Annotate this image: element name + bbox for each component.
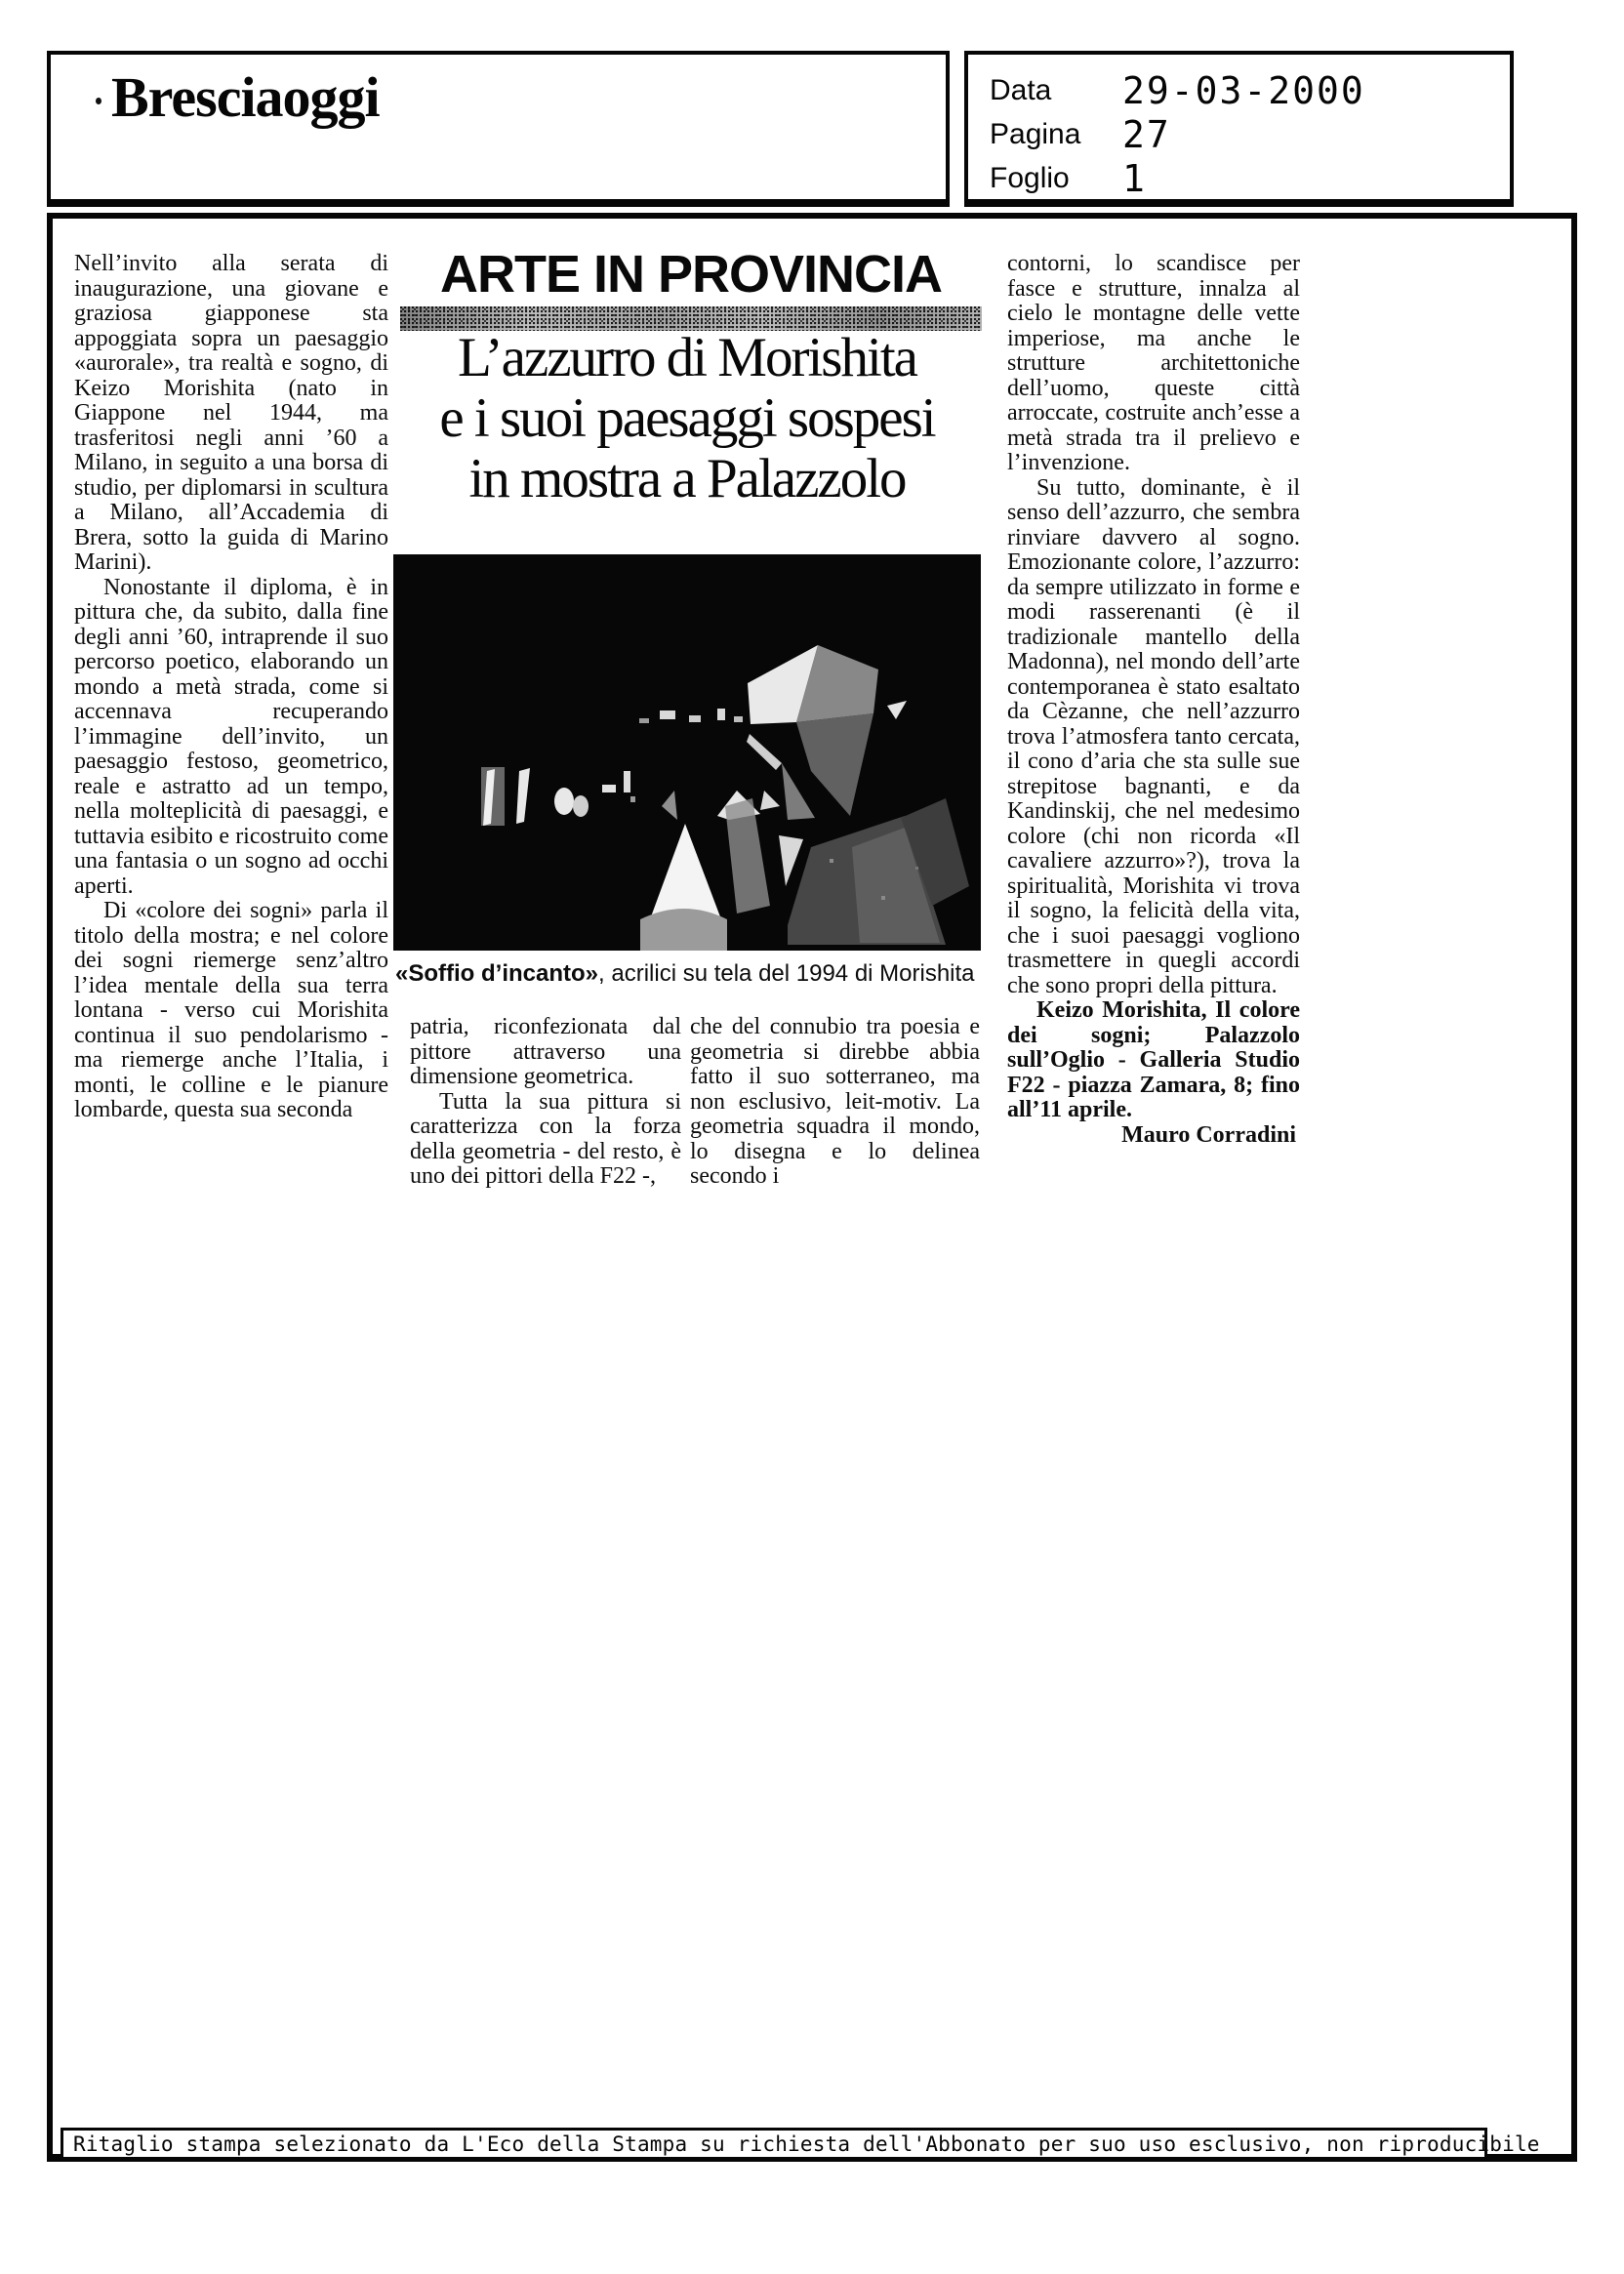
article-left-column [74, 252, 388, 1123]
newspaper-logo: Bresciaoggi [111, 65, 380, 129]
caption-title: «Soffio d’incanto» [395, 960, 599, 987]
artwork-image [393, 554, 981, 951]
article-subcolumn-left [410, 1015, 681, 1190]
article-subcolumn-right [690, 1015, 980, 1190]
paragraph: Nell’invito alla serata di inaugurazione, una giovane e graziosa giapponese sta appoggiata sopra un paesaggio «aurorale», tra realtà e sogno, di Keizo Morishita (nato in Giappone nel 1944, ma trasferitosi negli anni ’60 a Milano, in seguito a una borsa di studio, per diplomarsi in scultura a Milano, all’Accademia di Brera, sotto la guida di Marino Marini). [74, 251, 388, 575]
exhibition-credits: Keizo Morishita, Il colore dei sogni; Palazzolo sull’Oglio - Galleria Studio F22 - piazza Zamara, 8; fino all’11 aprile. [1007, 997, 1300, 1122]
headline-line: e i suoi paesaggi sospesi [439, 387, 935, 449]
paragraph: contorni, lo scandisce per fasce e strutture, innalza al cielo le montagne delle vette imperiose, ma anche le strutture architettoniche dell’uomo, queste città arroccate, costruite anch’esse a metà strada tra il prelievo e l’invenzione. [1007, 251, 1300, 475]
paragraph: Di «colore dei sogni» parla il titolo della mostra; e nel colore dei sogni riemerge senz’altro l’idea mentale della sua terra lontana - verso cui Morishita continua il suo pendolarismo - ma riemerge anche l’Italia, i monti, le colline e le pianure lombarde, questa sua seconda [74, 898, 388, 1122]
paragraph: Tutta la sua pittura si caratterizza con la forza della geometria - del resto, è uno dei pittori della F22 -, [410, 1088, 681, 1189]
meta-row-foglio [990, 156, 1510, 200]
paragraph: che del connubio tra poesia e geometria si direbbe abbia fatto il suo sotterraneo, ma non esclusivo, leit-motiv. La geometria squadra il mondo, lo disegna e lo delinea secondo i [690, 1014, 980, 1189]
meta-value: 29-03-2000 [1122, 68, 1365, 112]
headline-line: in mostra a Palazzolo [468, 448, 906, 509]
headline-line: L’azzurro di Morishita [458, 327, 916, 388]
paragraph: Su tutto, dominante, è il senso dell’azzurro, che sembra rinviare davvero al sogno. Emozionante colore, l’azzurro: da sempre utilizzato in forme e modi rasserenanti (è il tradizionale mantello della Madonna), nel mondo dell’arte contemporanea è stato esaltato da Cèzanne, che nell’azzurro trova l’atmosfera tanto cercata, il cono d’aria che sta sulle sue strepitose bagnanti, e da Kandinskij, che nel medesimo colore (chi non ricorda «Il cavaliere azzurro»?), trova la spiritualità, Morishita vi trova il sogno, la felicità della vita, che i suoi paesaggi vogliono trasmettere in quegli accordi che sono propri della pittura. [1007, 474, 1300, 998]
section-kicker: ARTE IN PROVINCIA [439, 245, 943, 304]
meta-value: 1 [1122, 156, 1147, 200]
meta-value: 27 [1122, 112, 1171, 156]
caption-text: , acrilici su tela del 1994 di Morishita [598, 960, 975, 987]
masthead-box [47, 51, 950, 207]
meta-label: Data [990, 73, 1052, 106]
meta-label: Foglio [990, 161, 1070, 194]
artwork-photo [393, 554, 981, 951]
paragraph: patria, riconfezionata dal pittore attraverso una dimensione geometrica. [410, 1014, 681, 1089]
meta-label: Pagina [990, 117, 1081, 150]
meta-row-pagina [990, 112, 1510, 156]
print-artifact-dot [96, 98, 102, 104]
article-headline [394, 328, 980, 509]
photo-caption [395, 960, 981, 988]
paragraph: Nonostante il diploma, è in pittura che, da subito, dalla fine degli anni ’60, intraprende il suo percorso poetico, elaborando un mondo a metà strada, come si accennava recuperando l’immagine dell’invito, un paesaggio festoso, geometrico, reale e astratto ad un tempo, nella molteplicità di paesaggi, e tuttavia esibito e ricostruito come una fantasia o un sogno ad occhi aperti. [74, 574, 388, 899]
byline: Mauro Corradini [1121, 1121, 1296, 1148]
footer-notice-text: Ritaglio stampa selezionato da L'Eco della Stampa su richiesta dell'Abbonato per suo uso esclusivo, non riproducibile [73, 2132, 1540, 2156]
meta-row-data [990, 68, 1510, 112]
footer-notice-box [61, 2128, 1540, 2160]
clipping-meta-box [964, 51, 1514, 207]
article-right-column [1007, 252, 1300, 1148]
